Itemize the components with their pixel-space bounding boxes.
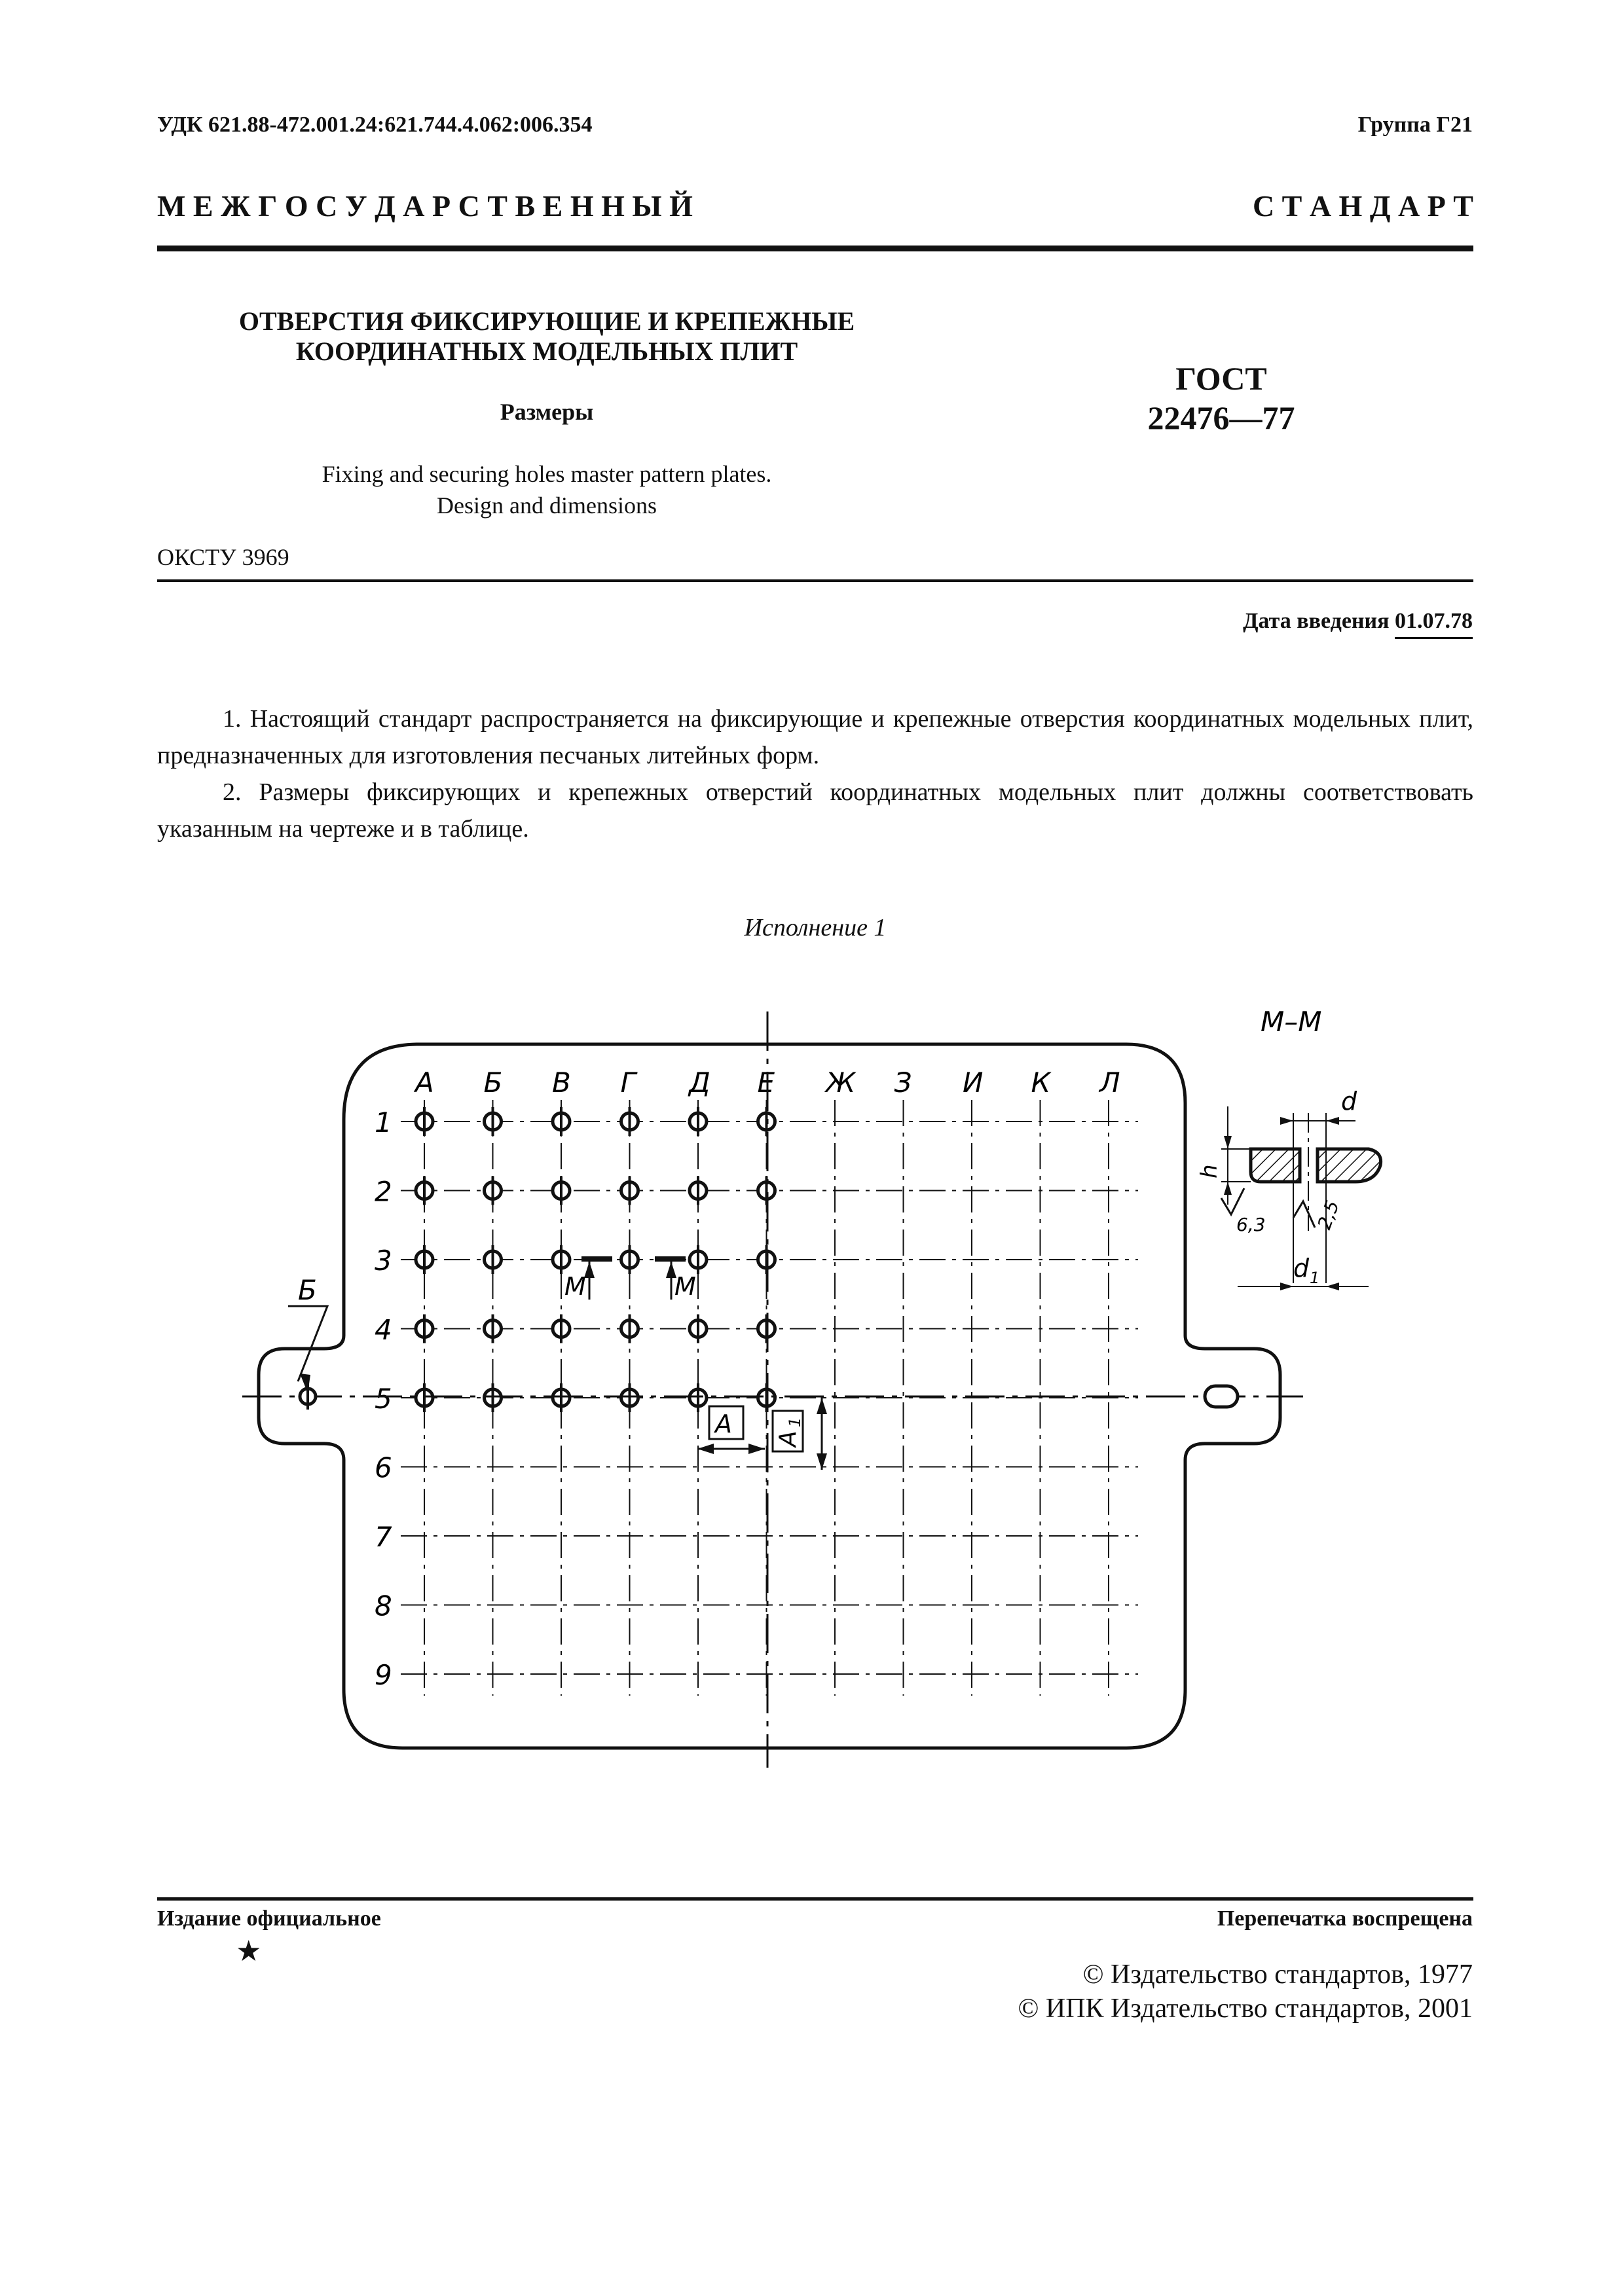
cut-label-right: М [674,1272,696,1301]
column-label: З [894,1066,912,1099]
section-d1-arrow-right [1326,1283,1339,1290]
title-line-1: ОТВЕРСТИЯ ФИКСИРУЮЩИЕ И КРЕПЕЖНЫЕ [238,306,855,336]
dim-a1-subscript: 1 [786,1417,804,1427]
section-d1-arrow-left [1280,1283,1293,1290]
date-value: 01.07.78 [1395,609,1473,639]
copyright-1977: © Издательство стандартов, 1977 [1082,1959,1473,1990]
column-label: А [415,1066,434,1099]
section-d-arrow-right [1326,1117,1339,1125]
copyright-2001: © ИПК Издательство стандартов, 2001 [1018,1994,1473,2024]
column-label: В [552,1066,571,1099]
row-label: 4 [375,1313,392,1346]
section-h-arrow-top [1224,1136,1232,1149]
row-label: 1 [375,1106,392,1139]
section-d1-label: d [1293,1254,1310,1283]
section-hatch-left [1251,1149,1300,1182]
section-h-arrow-bottom [1224,1182,1232,1195]
paragraph-1: 1. Настоящий стандарт распространяется на фиксирующие и крепежные отверстия координатных модельных плит, предназначенных для изготовления песчаных литейных форм. [157,705,1473,769]
section-title: М–М [1261,1006,1322,1038]
okstu-code: ОКСТУ 3969 [157,544,289,570]
english-title-line-1: Fixing and securing holes master pattern plates. [322,461,772,487]
row-label: 3 [375,1245,392,1277]
column-label: Е [757,1066,775,1099]
banner-word-standard: С Т А Н Д А Р Т [1252,189,1473,223]
row-label: 5 [375,1383,392,1415]
column-label: Д [689,1066,710,1099]
paragraph-2: 2. Размеры фиксирующих и крепежных отверстий координатных модельных плит должны соответствовать указанным на чертеже и в таблице. [157,778,1473,843]
section-d1-subscript: 1 [1310,1269,1320,1287]
date-label: Дата введения [1243,609,1390,633]
gost-label: ГОСТ [1175,360,1267,397]
section-d-label: d [1341,1087,1357,1116]
copyright-block [1018,1958,1473,2026]
section-roughness-1-label: 6,3 [1236,1214,1266,1235]
view-label: Б [298,1274,317,1306]
figure-caption: Исполнение 1 [744,914,887,941]
column-label: Г [620,1066,636,1099]
section-d-arrow-left [1280,1117,1293,1125]
dim-a-arrow-left [697,1444,714,1454]
view-underline [288,1306,327,1381]
column-label: Ж [826,1066,856,1099]
dim-a-arrow-right [748,1444,765,1454]
right-slot-hole [1205,1386,1238,1407]
reprint-notice: Перепечатка воспрещена [1217,1906,1473,1931]
dim-a1-label: A [775,1430,802,1447]
document-subtitle: Размеры [500,399,594,425]
banner-word-interstate: М Е Ж Г О С У Д А Р С Т В Е Н Н Ы Й [157,189,693,223]
group-code: Группа Г21 [1357,113,1473,137]
grid-labels [375,1066,1120,1691]
title-line-2: КООРДИНАТНЫХ МОДЕЛЬНЫХ ПЛИТ [295,337,798,366]
row-label: 9 [375,1659,392,1691]
column-label: Л [1099,1066,1120,1099]
english-title-line-2: Design and dimensions [437,492,657,519]
column-label: К [1031,1066,1051,1099]
column-label: Б [483,1066,503,1099]
footer-rule [157,1897,1473,1901]
row-label: 7 [375,1521,392,1553]
section-hatch-right [1318,1149,1381,1182]
row-label: 6 [375,1451,392,1484]
cut-label-left: М [564,1272,586,1301]
udk-code: УДК 621.88-472.001.24:621.744.4.062:006.354 [157,113,593,137]
section-view [1196,1087,1381,1290]
section-roughness-2-label: 2,5 [1313,1197,1344,1233]
column-label: И [963,1066,984,1099]
row-label: 8 [375,1590,392,1622]
dim-a1-arrow-top [817,1398,827,1414]
row-label: 2 [375,1175,392,1208]
star-mark: ★ [236,1935,262,1967]
section-roughness-2 [1293,1201,1315,1228]
gost-number: 22476—77 [1147,399,1295,436]
dim-a-label: A [715,1410,732,1438]
section-h-label: h [1196,1164,1223,1178]
official-edition: Издание официальное [157,1906,381,1931]
